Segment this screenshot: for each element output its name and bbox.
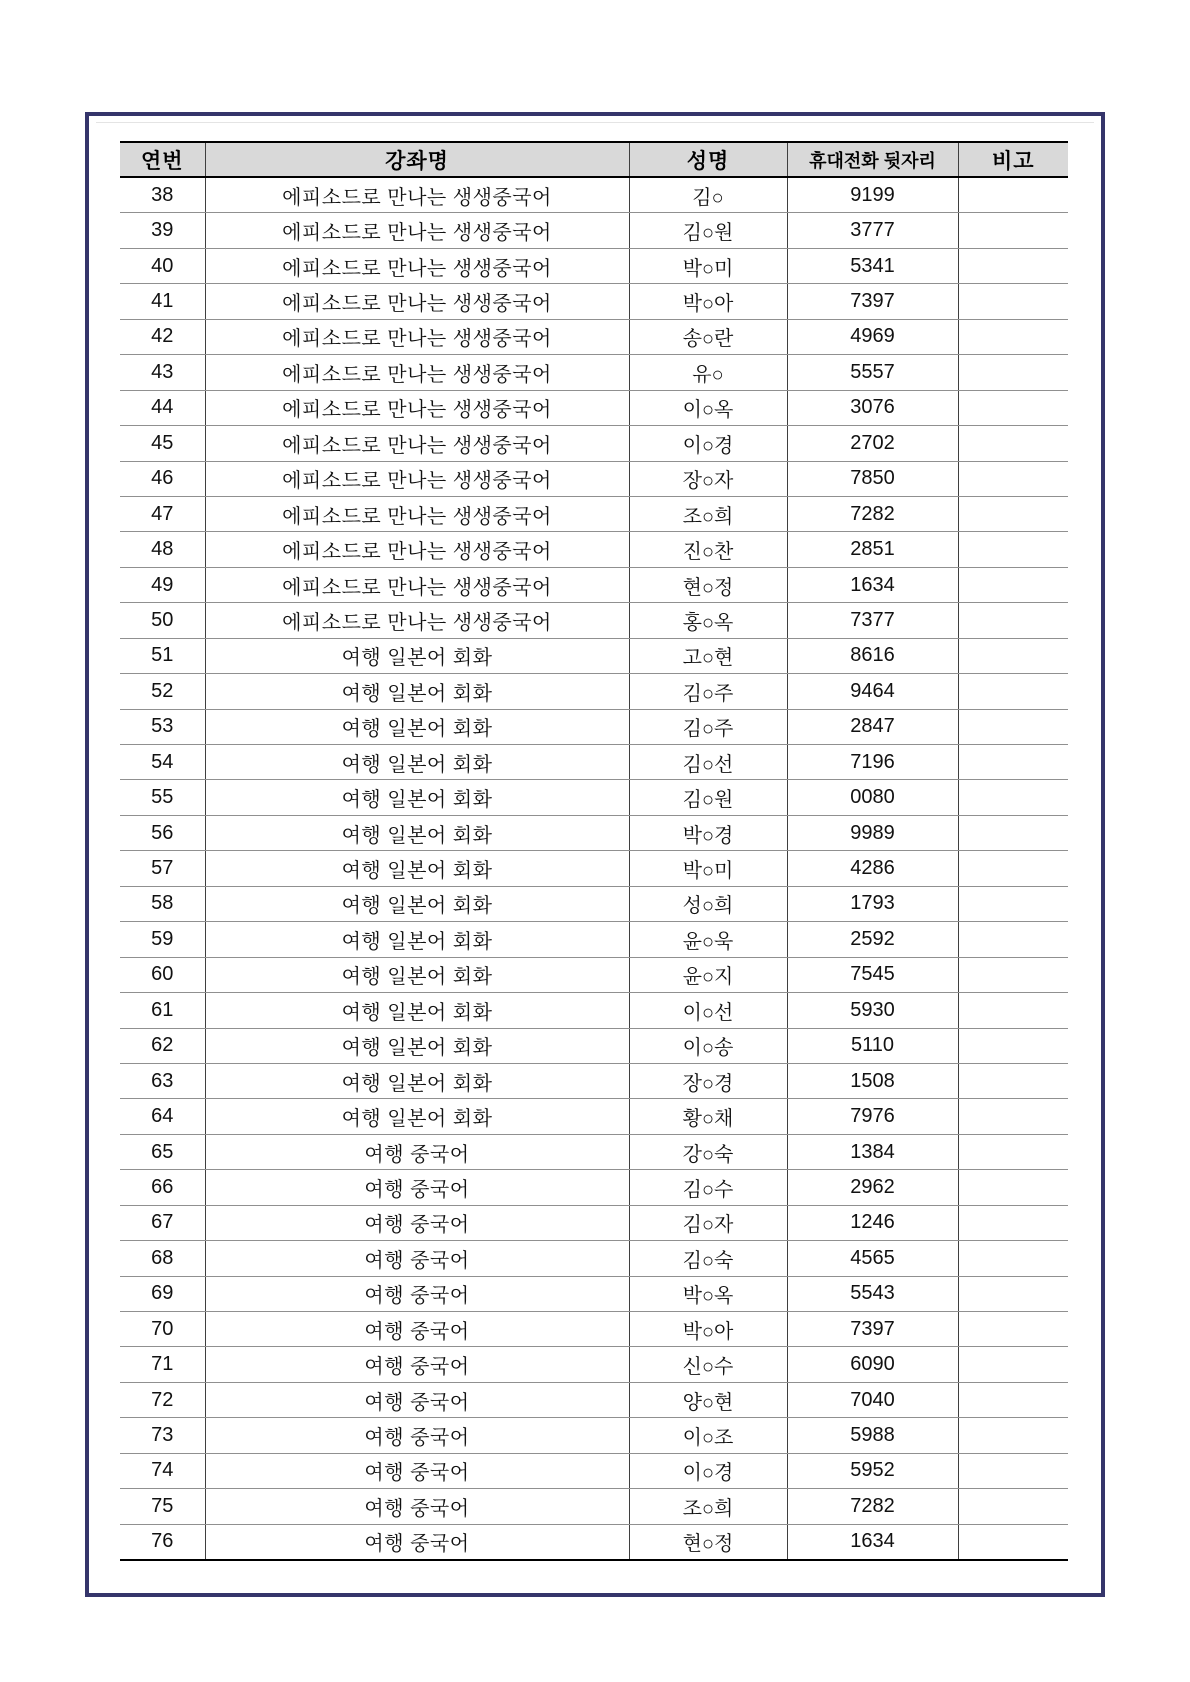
cell-note	[958, 213, 1068, 248]
cell-student-name: 이○선	[629, 993, 787, 1028]
cell-course-name: 에피소드로 만나는 생생중국어	[205, 496, 629, 531]
cell-note	[958, 815, 1068, 850]
cell-student-name: 김○선	[629, 745, 787, 780]
cell-note	[958, 248, 1068, 283]
cell-phone-digits: 2962	[787, 1170, 958, 1205]
cell-note	[958, 886, 1068, 921]
cell-student-name: 박○미	[629, 851, 787, 886]
cell-phone-digits: 6090	[787, 1347, 958, 1382]
cell-serial-number: 41	[120, 284, 205, 319]
cell-course-name: 여행 중국어	[205, 1524, 629, 1560]
cell-serial-number: 63	[120, 1063, 205, 1098]
cell-serial-number: 59	[120, 922, 205, 957]
header-cell-course: 강좌명	[205, 142, 629, 177]
table-row	[120, 638, 1068, 673]
cell-serial-number: 76	[120, 1524, 205, 1560]
cell-student-name: 이○조	[629, 1418, 787, 1453]
cell-course-name: 여행 중국어	[205, 1205, 629, 1240]
table-row	[120, 248, 1068, 283]
cell-phone-digits: 9464	[787, 674, 958, 709]
cell-note	[958, 426, 1068, 461]
top-hairline	[96, 122, 1094, 123]
cell-note	[958, 922, 1068, 957]
cell-serial-number: 46	[120, 461, 205, 496]
table-row	[120, 532, 1068, 567]
cell-student-name: 김○자	[629, 1205, 787, 1240]
cell-student-name: 박○옥	[629, 1276, 787, 1311]
cell-course-name: 에피소드로 만나는 생생중국어	[205, 177, 629, 213]
cell-note	[958, 1524, 1068, 1560]
cell-student-name: 유○	[629, 355, 787, 390]
cell-student-name: 장○자	[629, 461, 787, 496]
cell-note	[958, 674, 1068, 709]
cell-course-name: 여행 중국어	[205, 1453, 629, 1488]
table-row	[120, 851, 1068, 886]
table-row	[120, 993, 1068, 1028]
cell-course-name: 에피소드로 만나는 생생중국어	[205, 284, 629, 319]
table-row	[120, 284, 1068, 319]
cell-course-name: 에피소드로 만나는 생생중국어	[205, 461, 629, 496]
cell-note	[958, 1170, 1068, 1205]
table-row	[120, 1028, 1068, 1063]
cell-course-name: 여행 일본어 회화	[205, 674, 629, 709]
cell-serial-number: 39	[120, 213, 205, 248]
cell-course-name: 에피소드로 만나는 생생중국어	[205, 248, 629, 283]
cell-note	[958, 957, 1068, 992]
table-row	[120, 780, 1068, 815]
table-row	[120, 603, 1068, 638]
cell-course-name: 여행 중국어	[205, 1347, 629, 1382]
table-row	[120, 1170, 1068, 1205]
cell-serial-number: 40	[120, 248, 205, 283]
cell-note	[958, 390, 1068, 425]
cell-student-name: 현○정	[629, 567, 787, 602]
cell-phone-digits: 7040	[787, 1382, 958, 1417]
cell-note	[958, 355, 1068, 390]
cell-student-name: 진○찬	[629, 532, 787, 567]
table-row	[120, 426, 1068, 461]
cell-serial-number: 48	[120, 532, 205, 567]
cell-note	[958, 1489, 1068, 1524]
cell-student-name: 김○	[629, 177, 787, 213]
cell-phone-digits: 5930	[787, 993, 958, 1028]
cell-student-name: 양○현	[629, 1382, 787, 1417]
cell-course-name: 여행 일본어 회화	[205, 1063, 629, 1098]
cell-phone-digits: 3076	[787, 390, 958, 425]
cell-student-name: 김○주	[629, 674, 787, 709]
cell-note	[958, 1347, 1068, 1382]
cell-phone-digits: 1384	[787, 1134, 958, 1169]
cell-student-name: 윤○지	[629, 957, 787, 992]
cell-serial-number: 54	[120, 745, 205, 780]
cell-serial-number: 62	[120, 1028, 205, 1063]
cell-note	[958, 638, 1068, 673]
cell-phone-digits: 3777	[787, 213, 958, 248]
cell-note	[958, 1418, 1068, 1453]
cell-student-name: 김○원	[629, 213, 787, 248]
table-row	[120, 709, 1068, 744]
cell-phone-digits: 7850	[787, 461, 958, 496]
cell-note	[958, 532, 1068, 567]
cell-phone-digits: 5341	[787, 248, 958, 283]
cell-course-name: 여행 중국어	[205, 1134, 629, 1169]
table-row	[120, 957, 1068, 992]
table-row	[120, 745, 1068, 780]
page-border-frame	[85, 112, 1105, 1597]
cell-phone-digits: 1793	[787, 886, 958, 921]
cell-course-name: 여행 중국어	[205, 1418, 629, 1453]
cell-phone-digits: 2702	[787, 426, 958, 461]
table-row	[120, 1418, 1068, 1453]
table-row	[120, 1347, 1068, 1382]
cell-serial-number: 53	[120, 709, 205, 744]
cell-phone-digits: 4969	[787, 319, 958, 354]
cell-note	[958, 993, 1068, 1028]
cell-serial-number: 55	[120, 780, 205, 815]
header-cell-note: 비고	[958, 142, 1068, 177]
cell-student-name: 송○란	[629, 319, 787, 354]
cell-student-name: 이○옥	[629, 390, 787, 425]
cell-phone-digits: 8616	[787, 638, 958, 673]
header-cell-name: 성명	[629, 142, 787, 177]
header-cell-phone: 휴대전화 뒷자리	[787, 142, 958, 177]
cell-serial-number: 74	[120, 1453, 205, 1488]
cell-serial-number: 58	[120, 886, 205, 921]
cell-serial-number: 66	[120, 1170, 205, 1205]
cell-serial-number: 42	[120, 319, 205, 354]
cell-phone-digits: 7976	[787, 1099, 958, 1134]
cell-note	[958, 1063, 1068, 1098]
table-header-row	[120, 142, 1068, 177]
table-row	[120, 1099, 1068, 1134]
table-row	[120, 355, 1068, 390]
cell-phone-digits: 1246	[787, 1205, 958, 1240]
cell-phone-digits: 9199	[787, 177, 958, 213]
cell-course-name: 에피소드로 만나는 생생중국어	[205, 532, 629, 567]
cell-course-name: 에피소드로 만나는 생생중국어	[205, 390, 629, 425]
table-row	[120, 213, 1068, 248]
cell-course-name: 여행 일본어 회화	[205, 815, 629, 850]
cell-phone-digits: 5110	[787, 1028, 958, 1063]
cell-student-name: 고○현	[629, 638, 787, 673]
cell-note	[958, 284, 1068, 319]
cell-note	[958, 1241, 1068, 1276]
cell-student-name: 장○경	[629, 1063, 787, 1098]
cell-note	[958, 1205, 1068, 1240]
cell-student-name: 강○숙	[629, 1134, 787, 1169]
cell-phone-digits: 9989	[787, 815, 958, 850]
table-row	[120, 1205, 1068, 1240]
cell-note	[958, 1382, 1068, 1417]
cell-course-name: 여행 중국어	[205, 1312, 629, 1347]
cell-student-name: 김○수	[629, 1170, 787, 1205]
cell-student-name: 이○경	[629, 426, 787, 461]
table-row	[120, 1063, 1068, 1098]
cell-note	[958, 1134, 1068, 1169]
cell-phone-digits: 4565	[787, 1241, 958, 1276]
cell-course-name: 여행 일본어 회화	[205, 1099, 629, 1134]
table-row	[120, 1453, 1068, 1488]
cell-phone-digits: 5988	[787, 1418, 958, 1453]
cell-serial-number: 44	[120, 390, 205, 425]
table-row	[120, 496, 1068, 531]
cell-phone-digits: 1508	[787, 1063, 958, 1098]
cell-course-name: 에피소드로 만나는 생생중국어	[205, 426, 629, 461]
cell-serial-number: 65	[120, 1134, 205, 1169]
cell-course-name: 여행 일본어 회화	[205, 993, 629, 1028]
cell-note	[958, 1453, 1068, 1488]
cell-serial-number: 67	[120, 1205, 205, 1240]
cell-course-name: 여행 일본어 회화	[205, 780, 629, 815]
cell-serial-number: 72	[120, 1382, 205, 1417]
cell-phone-digits: 5952	[787, 1453, 958, 1488]
table-row	[120, 886, 1068, 921]
cell-course-name: 에피소드로 만나는 생생중국어	[205, 319, 629, 354]
cell-note	[958, 709, 1068, 744]
cell-course-name: 여행 중국어	[205, 1170, 629, 1205]
cell-note	[958, 1276, 1068, 1311]
cell-note	[958, 780, 1068, 815]
cell-course-name: 여행 일본어 회화	[205, 957, 629, 992]
cell-student-name: 박○아	[629, 284, 787, 319]
table-row	[120, 1312, 1068, 1347]
table-row	[120, 674, 1068, 709]
table-row	[120, 1382, 1068, 1417]
table-row	[120, 319, 1068, 354]
cell-course-name: 여행 일본어 회화	[205, 745, 629, 780]
table-row	[120, 1276, 1068, 1311]
cell-phone-digits: 7397	[787, 1312, 958, 1347]
cell-serial-number: 51	[120, 638, 205, 673]
cell-phone-digits: 7196	[787, 745, 958, 780]
cell-note	[958, 1099, 1068, 1134]
cell-course-name: 여행 일본어 회화	[205, 922, 629, 957]
cell-phone-digits: 5543	[787, 1276, 958, 1311]
table-row	[120, 815, 1068, 850]
cell-course-name: 여행 중국어	[205, 1241, 629, 1276]
cell-serial-number: 68	[120, 1241, 205, 1276]
table-row	[120, 1524, 1068, 1560]
cell-student-name: 성○희	[629, 886, 787, 921]
cell-serial-number: 64	[120, 1099, 205, 1134]
cell-note	[958, 496, 1068, 531]
cell-phone-digits: 4286	[787, 851, 958, 886]
header-cell-serial: 연번	[120, 142, 205, 177]
table-body	[120, 177, 1068, 1560]
cell-course-name: 여행 일본어 회화	[205, 851, 629, 886]
cell-serial-number: 57	[120, 851, 205, 886]
cell-course-name: 여행 중국어	[205, 1489, 629, 1524]
cell-note	[958, 745, 1068, 780]
cell-note	[958, 851, 1068, 886]
table-row	[120, 1134, 1068, 1169]
cell-note	[958, 461, 1068, 496]
cell-note	[958, 177, 1068, 213]
cell-course-name: 에피소드로 만나는 생생중국어	[205, 213, 629, 248]
cell-serial-number: 47	[120, 496, 205, 531]
cell-student-name: 김○주	[629, 709, 787, 744]
cell-phone-digits: 7282	[787, 1489, 958, 1524]
cell-student-name: 박○미	[629, 248, 787, 283]
cell-serial-number: 43	[120, 355, 205, 390]
cell-course-name: 에피소드로 만나는 생생중국어	[205, 567, 629, 602]
cell-note	[958, 567, 1068, 602]
cell-student-name: 신○수	[629, 1347, 787, 1382]
cell-student-name: 황○채	[629, 1099, 787, 1134]
cell-phone-digits: 7545	[787, 957, 958, 992]
cell-student-name: 김○숙	[629, 1241, 787, 1276]
cell-note	[958, 319, 1068, 354]
cell-serial-number: 71	[120, 1347, 205, 1382]
cell-serial-number: 38	[120, 177, 205, 213]
cell-student-name: 윤○욱	[629, 922, 787, 957]
cell-student-name: 조○희	[629, 496, 787, 531]
table-row	[120, 922, 1068, 957]
cell-serial-number: 50	[120, 603, 205, 638]
cell-course-name: 여행 일본어 회화	[205, 886, 629, 921]
cell-phone-digits: 2847	[787, 709, 958, 744]
cell-serial-number: 49	[120, 567, 205, 602]
table-row	[120, 390, 1068, 425]
cell-phone-digits: 1634	[787, 567, 958, 602]
cell-serial-number: 60	[120, 957, 205, 992]
cell-student-name: 이○송	[629, 1028, 787, 1063]
cell-serial-number: 75	[120, 1489, 205, 1524]
cell-serial-number: 73	[120, 1418, 205, 1453]
cell-phone-digits: 2592	[787, 922, 958, 957]
table-row	[120, 1489, 1068, 1524]
cell-course-name: 여행 일본어 회화	[205, 709, 629, 744]
cell-phone-digits: 7397	[787, 284, 958, 319]
cell-student-name: 박○경	[629, 815, 787, 850]
cell-course-name: 에피소드로 만나는 생생중국어	[205, 355, 629, 390]
cell-student-name: 홍○옥	[629, 603, 787, 638]
cell-phone-digits: 2851	[787, 532, 958, 567]
cell-phone-digits: 7282	[787, 496, 958, 531]
cell-serial-number: 56	[120, 815, 205, 850]
cell-serial-number: 70	[120, 1312, 205, 1347]
cell-note	[958, 1312, 1068, 1347]
cell-phone-digits: 1634	[787, 1524, 958, 1560]
cell-course-name: 여행 중국어	[205, 1276, 629, 1311]
table-row	[120, 1241, 1068, 1276]
cell-phone-digits: 5557	[787, 355, 958, 390]
table-row	[120, 567, 1068, 602]
cell-course-name: 에피소드로 만나는 생생중국어	[205, 603, 629, 638]
cell-course-name: 여행 일본어 회화	[205, 638, 629, 673]
cell-serial-number: 52	[120, 674, 205, 709]
cell-student-name: 조○희	[629, 1489, 787, 1524]
cell-note	[958, 603, 1068, 638]
cell-course-name: 여행 일본어 회화	[205, 1028, 629, 1063]
enrollment-table	[120, 141, 1068, 1561]
cell-serial-number: 45	[120, 426, 205, 461]
cell-serial-number: 69	[120, 1276, 205, 1311]
cell-student-name: 김○원	[629, 780, 787, 815]
table-row	[120, 177, 1068, 213]
cell-student-name: 박○아	[629, 1312, 787, 1347]
cell-student-name: 현○정	[629, 1524, 787, 1560]
cell-note	[958, 1028, 1068, 1063]
cell-course-name: 여행 중국어	[205, 1382, 629, 1417]
cell-student-name: 이○경	[629, 1453, 787, 1488]
table-row	[120, 461, 1068, 496]
cell-phone-digits: 7377	[787, 603, 958, 638]
cell-phone-digits: 0080	[787, 780, 958, 815]
cell-serial-number: 61	[120, 993, 205, 1028]
